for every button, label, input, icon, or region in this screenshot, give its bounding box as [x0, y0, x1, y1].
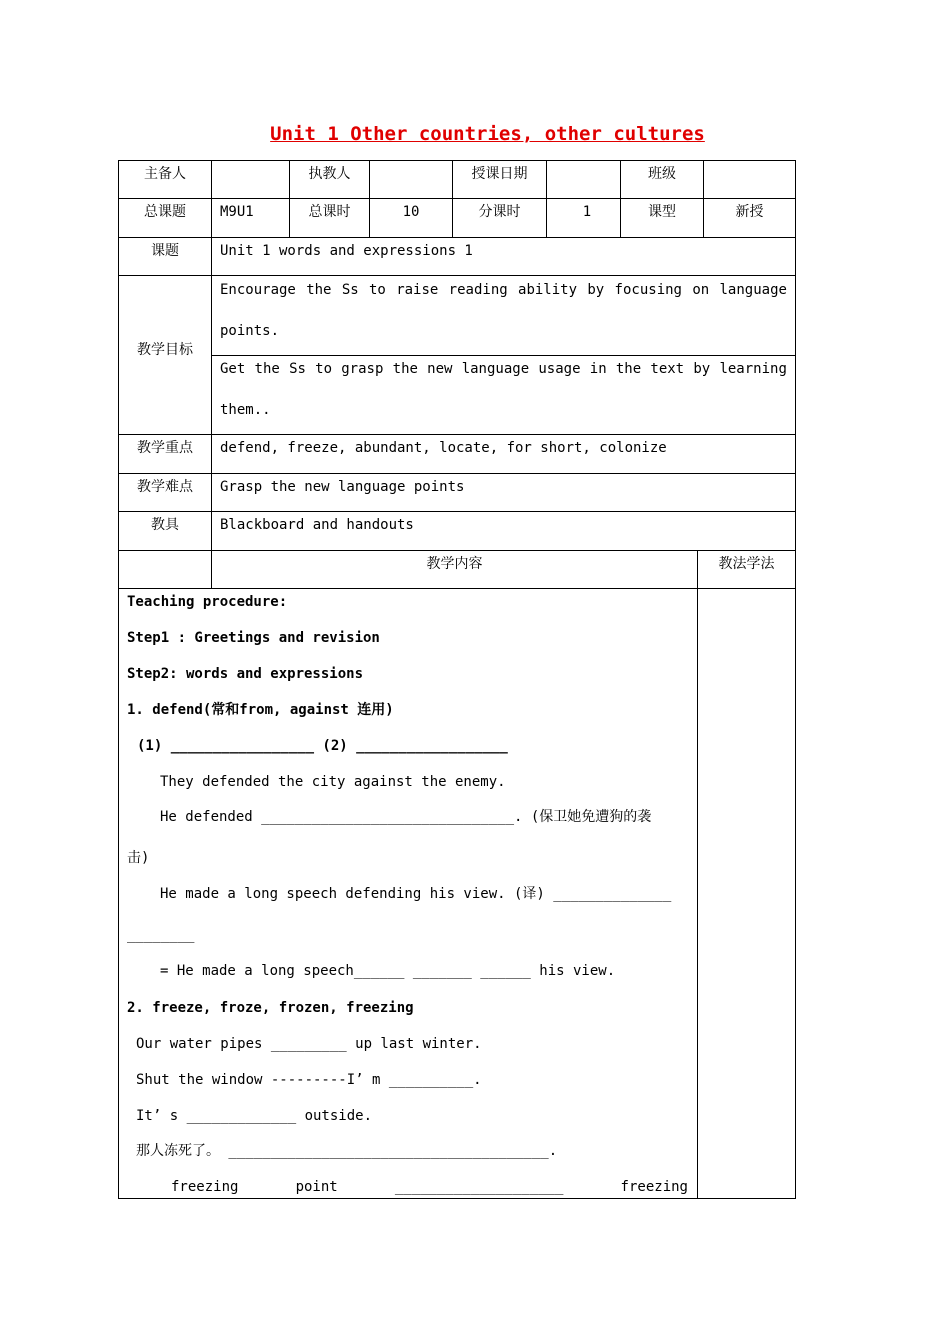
- difficult-points-label: 教学难点: [137, 479, 193, 495]
- total-hours-label: 总课时: [308, 204, 351, 220]
- teaching-content-header: 教学内容: [426, 556, 483, 572]
- word-1-blanks: (1) _________________ (2) __________________: [137, 738, 508, 754]
- key-points-label: 教学重点: [137, 440, 193, 456]
- key-points-value: defend, freeze, abundant, locate, for short, colonize: [220, 440, 667, 456]
- exercise-freeze-2: Shut the window ---------I’ m __________.: [136, 1072, 482, 1088]
- sub-hours-value: 1: [582, 204, 592, 220]
- lesson-type-value: 新授: [735, 204, 764, 220]
- exercise-freeze-5: freezing point ____________________ freezing: [171, 1179, 688, 1195]
- step-2-heading: Step2: words and expressions: [127, 666, 364, 682]
- teacher-label: 执教人: [308, 166, 351, 182]
- lesson-title-value: Unit 1 words and expressions 1: [220, 243, 473, 259]
- date-label: 授课日期: [471, 166, 528, 182]
- class-label: 班级: [648, 166, 676, 182]
- topic-value: M9U1: [220, 204, 254, 220]
- document-title: Unit 1 Other countries, other cultures: [270, 123, 705, 145]
- teaching-methods-header: 教法学法: [718, 556, 775, 572]
- teaching-procedure-heading: Teaching procedure:: [127, 594, 288, 610]
- topic-label: 总课题: [144, 204, 186, 220]
- exercise-defend-cont: 击): [127, 850, 150, 866]
- goal-1-line-1: Encourage the Ss to raise reading ability by focusing on language: [220, 282, 787, 298]
- lead-teacher-label: 主备人: [144, 166, 186, 182]
- lesson-title-label: 课题: [151, 243, 179, 259]
- goal-2-line-2: them..: [220, 402, 271, 418]
- example-sentence: They defended the city against the enemy.: [160, 774, 506, 790]
- teaching-aids-label: 教具: [151, 517, 179, 533]
- word-1-heading: 1. defend(常和from, against 连用): [127, 702, 394, 718]
- word-2-heading: 2. freeze, froze, frozen, freezing: [127, 1000, 414, 1016]
- exercise-defend: He defended ______________________________. (保卫她免遭狗的袭: [160, 809, 652, 825]
- teaching-aids-value: Blackboard and handouts: [220, 517, 414, 533]
- goal-2-line-1: Get the Ss to grasp the new language usage in the text by learning: [220, 361, 787, 377]
- lesson-type-label: 课型: [648, 204, 676, 220]
- exercise-translate: He made a long speech defending his view. (译) ______________: [160, 886, 672, 902]
- exercise-freeze-1: Our water pipes _________ up last winter.: [136, 1036, 482, 1052]
- total-hours-value: 10: [402, 204, 420, 220]
- step-1-heading: Step1 : Greetings and revision: [127, 630, 380, 646]
- goal-1-line-2: points.: [220, 323, 280, 339]
- exercise-translate-cont: ________: [127, 927, 195, 943]
- exercise-freeze-3: It’ s _____________ outside.: [136, 1108, 373, 1124]
- goals-label: 教学目标: [137, 342, 193, 358]
- exercise-freeze-4: 那人冻死了。 ______________________________________.: [136, 1143, 558, 1159]
- difficult-points-value: Grasp the new language points: [220, 479, 465, 495]
- exercise-rewrite: = He made a long speech______ _______ ______ his view.: [160, 963, 616, 979]
- sub-hours-label: 分课时: [478, 204, 521, 220]
